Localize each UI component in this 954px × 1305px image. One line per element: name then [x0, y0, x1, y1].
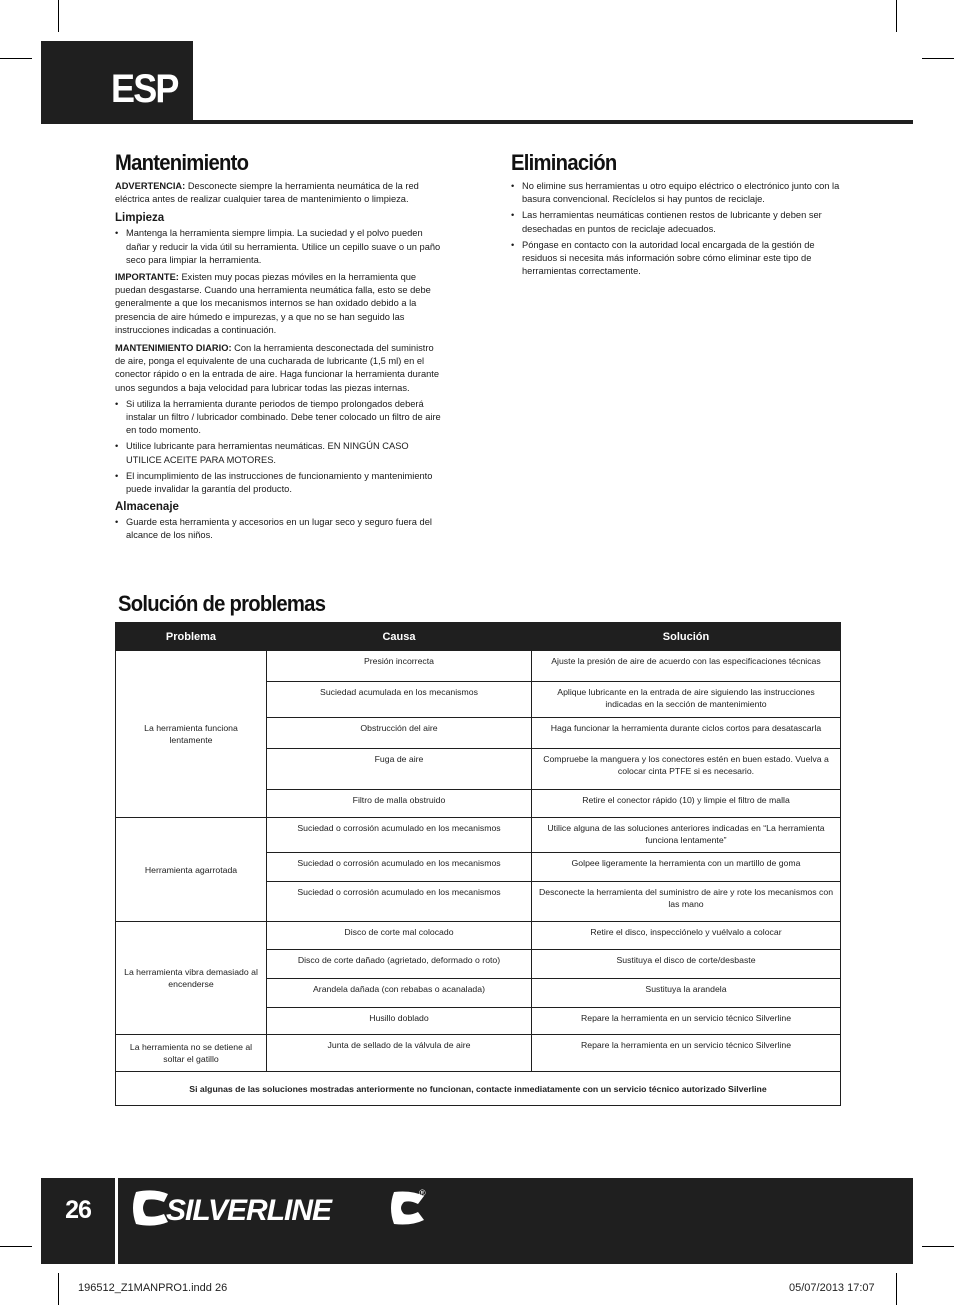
cleaning-list	[115, 227, 445, 267]
storage-heading: Almacenaje	[115, 501, 179, 514]
table-row	[116, 818, 841, 853]
crop-mark	[896, 0, 897, 32]
crop-mark	[922, 58, 954, 59]
list-item: • Mantenga la herramienta siempre limpia. La suciedad y el polvo pueden dañar y reducir la vida útil su herramienta. Utilice un cepillo suave o un paño seco para limpiar la herramienta.	[115, 227, 445, 267]
crop-mark	[896, 1273, 897, 1305]
solution-cell: Sustituya el disco de corte/desbaste	[532, 950, 841, 979]
cause-cell: Presión incorrecta	[267, 651, 532, 682]
column-header: Causa	[267, 623, 532, 651]
crop-mark	[58, 0, 59, 32]
solution-cell: Repare la herramienta en un servicio técnico Silverline	[532, 1008, 841, 1035]
warning-label: ADVERTENCIA:	[115, 181, 186, 191]
problem-cell: La herramienta funciona lentamente	[116, 651, 267, 818]
crop-mark	[0, 1246, 32, 1247]
disposal-list	[511, 180, 841, 278]
storage-list	[115, 516, 445, 542]
daily-text: Con la herramienta desconectada del suministro de aire, ponga el equivalente de una cucharada de lubricante (1,5 ml) en el conector rápido o en la entrada de aire. Haga funcionar la herramienta durante unos segundos a baja velocidad para lubricar todas las piezas internas.	[115, 343, 440, 393]
daily-paragraph	[115, 342, 445, 395]
solution-cell: Haga funcionar la herramienta durante ciclos cortos para desatascarla	[532, 718, 841, 749]
column-header: Solución	[532, 623, 841, 651]
language-tab	[41, 41, 193, 122]
cause-cell: Husillo doblado	[267, 1008, 532, 1035]
list-item: • Las herramientas neumáticas contienen restos de lubricante y deben ser desechadas en puntos de reciclaje adecuados.	[511, 209, 841, 235]
cause-cell: Disco de corte mal colocado	[267, 922, 532, 950]
table-row	[116, 651, 841, 682]
list-item: • Utilice lubricante para herramientas neumáticas. EN NINGÚN CASO UTILICE ACEITE PARA MOTORES.	[115, 440, 445, 466]
list-item: • Póngase en contacto con la autoridad local encargada de la gestión de residuos si necesita más información sobre cómo eliminar este tipo de herramientas correctamente.	[511, 239, 841, 279]
solution-cell: Utilice alguna de las soluciones anteriores indicadas en “La herramienta funciona lentamente”	[532, 818, 841, 853]
solution-cell: Retire el conector rápido (10) y limpie el filtro de malla	[532, 790, 841, 818]
daily-label: MANTENIMIENTO DIARIO:	[115, 343, 232, 354]
table-row	[116, 1035, 841, 1072]
table-row	[116, 922, 841, 950]
solution-cell: Retire el disco, inspecciónelo y vuélvalo a colocar	[532, 922, 841, 950]
table-header-row	[116, 623, 841, 651]
cause-cell: Filtro de malla obstruido	[267, 790, 532, 818]
warning-text: Desconecte siempre la herramienta neumática de la red eléctrica antes de realizar cualquier tarea de mantenimiento o limpieza.	[115, 181, 419, 205]
disposal-title: Eliminación	[511, 150, 617, 175]
table-footer-row	[116, 1072, 841, 1106]
maintenance-title: Mantenimiento	[115, 150, 249, 175]
cause-cell: Suciedad o corrosión acumulado en los mecanismos	[267, 853, 532, 882]
column-header: Problema	[116, 623, 267, 651]
troubleshooting-table	[115, 622, 841, 1106]
table-footer-note: Si algunas de las soluciones mostradas anteriormente no funcionan, contacte inmediatamente con un servicio técnico autorizado Silverline	[116, 1072, 841, 1106]
maintenance-section	[115, 180, 445, 547]
cause-cell: Suciedad acumulada en los mecanismos	[267, 682, 532, 718]
solution-cell: Aplique lubricante en la entrada de aire siguiendo las instrucciones indicadas en la sección de mantenimiento	[532, 682, 841, 718]
cause-cell: Fuga de aire	[267, 749, 532, 790]
cause-cell: Suciedad o corrosión acumulado en los mecanismos	[267, 818, 532, 853]
header-rule	[41, 120, 913, 124]
daily-list	[115, 398, 445, 496]
cause-cell: Suciedad o corrosión acumulado en los mecanismos	[267, 882, 532, 922]
crop-mark	[58, 1273, 59, 1305]
solution-cell: Compruebe la manguera y los conectores estén en buen estado. Vuelva a colocar cinta PTFE si es necesario.	[532, 749, 841, 790]
crop-mark	[922, 1246, 954, 1247]
crop-mark	[0, 58, 32, 59]
solution-cell: Repare la herramienta en un servicio técnico Silverline	[532, 1035, 841, 1072]
cause-cell: Disco de corte dañado (agrietado, deformado o roto)	[267, 950, 532, 979]
registered-mark: ®	[419, 1188, 426, 1198]
cause-cell: Arandela dañada (con rebabas o acanalada)	[267, 979, 532, 1008]
warning-paragraph	[115, 180, 445, 206]
cause-cell: Obstrucción del aire	[267, 718, 532, 749]
disposal-section	[511, 180, 841, 282]
troubleshooting-title: Solución de problemas	[118, 591, 326, 616]
list-item: • Si utiliza la herramienta durante periodos de tiempo prolongados deberá instalar un filtro / lubricador combinado. Debe tener colocado un filtro de aire en todo momento.	[115, 398, 445, 438]
solution-cell: Sustituya la arandela	[532, 979, 841, 1008]
problem-cell: Herramienta agarrotada	[116, 818, 267, 922]
important-paragraph	[115, 271, 445, 337]
important-label: IMPORTANTE:	[115, 272, 179, 283]
solution-cell: Ajuste la presión de aire de acuerdo con las especificaciones técnicas	[532, 651, 841, 682]
brand-wordmark: SILVERLINE	[166, 1194, 332, 1227]
cleaning-heading: Limpieza	[115, 212, 165, 225]
page-number: 26	[65, 1196, 91, 1224]
problem-cell: La herramienta vibra demasiado al encenderse	[116, 922, 267, 1035]
list-item: • No elimine sus herramientas u otro equipo eléctrico o electrónico junto con la basura convencional. Recíclelos si hay puntos de reciclaje.	[511, 180, 841, 206]
solution-cell: Golpee ligeramente la herramienta con un martillo de goma	[532, 853, 841, 882]
language-code: ESP	[111, 67, 178, 111]
solution-cell: Desconecte la herramienta del suministro de aire y rote los mecanismos con las mano	[532, 882, 841, 922]
list-item: • El incumplimiento de las instrucciones de funcionamiento y mantenimiento puede invalidar la garantía del producto.	[115, 470, 445, 496]
list-item: • Guarde esta herramienta y accesorios en un lugar seco y seguro fuera del alcance de los niños.	[115, 516, 445, 542]
important-text: Existen muy pocas piezas móviles en la herramienta que puedan desgastarse. Cuando una herramienta neumática falla, esto se debe generalmente a que los mecanismos internos se han oxidado debido a la presencia de aire húmedo e impurezas, y a que no se han seguido las instrucciones indicadas a continuación.	[115, 272, 431, 335]
footer-divider	[115, 1178, 118, 1264]
date-slug: 05/07/2013 17:07	[789, 1282, 875, 1294]
file-slug: 196512_Z1MANPRO1.indd 26	[78, 1282, 228, 1294]
cause-cell: Junta de sellado de la válvula de aire	[267, 1035, 532, 1072]
silverline-logo	[132, 1186, 432, 1230]
problem-cell: La herramienta no se detiene al soltar el gatillo	[116, 1035, 267, 1072]
